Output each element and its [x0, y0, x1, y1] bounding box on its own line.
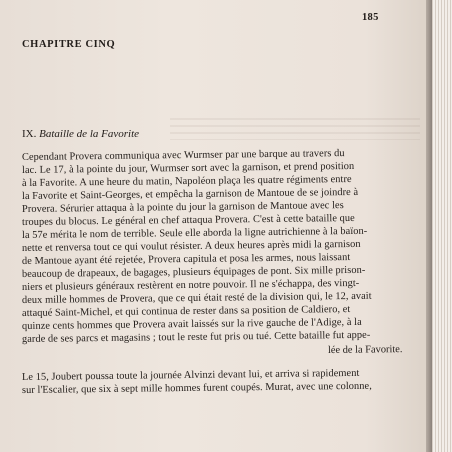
paragraph-1-line: quinze cents hommes que Provera avait laissés sur la rive gauche de l'Adige, à la	[21, 316, 362, 332]
paragraph-1-line: troupes du blocus. Le général en chef attaqua Provera. C'est à cette bataille que	[21, 212, 355, 228]
paragraph-1-line: la 57e mérita le nom de terrible. Seule elle aborda la ligne autrichienne à la baïon-	[21, 225, 368, 241]
section-number: IX.	[22, 128, 37, 140]
paragraph-1-line: à la Favorite. A une heure du matin, Napoléon plaça les quatre régiments entre	[21, 173, 352, 189]
paragraph-1-line: la Favorite et Saint-Georges, et empêcha la garnison de Mantoue de se joindre à	[21, 186, 359, 202]
ink-bleed-through	[170, 118, 420, 140]
section-title: Bataille de la Favorite	[39, 128, 140, 140]
paragraph-1-line: niers et plusieurs généraux restèrent en notre pouvoir. Il ne s'échappa, des vingt-	[21, 277, 360, 293]
page-stack-edges	[432, 0, 452, 452]
paragraph-1-line: Provera. Sérurier attaqua à la pointe du jour la garnison de Mantoue avec les	[21, 200, 344, 215]
paragraph-1-line: garde de ses parcs et magasins ; tout le reste fut pris ou tué. Cette bataille fut appe-	[21, 329, 371, 345]
paragraph-1-line: lac. Le 17, à la pointe du jour, Wurmser sort avec la garnison, et prend position	[21, 160, 355, 176]
paragraph-1-line: attaqué Saint-Michel, et qui continua de rester dans sa position de Caldiero, et	[21, 303, 351, 319]
paragraph-1-line: Cependant Provera communiqua avec Wurmser par une barque au travers du	[21, 148, 345, 163]
paragraph-2-line: sur l'Escalier, que six à sept mille hommes furent coupés. Murat, avec une colonne,	[21, 380, 372, 396]
section-heading	[22, 128, 139, 140]
page-number: 185	[362, 12, 379, 23]
paragraph-1-line: nette et renversa tout ce qui voulut résister. A deux heures après midi la garnison	[21, 238, 361, 254]
paragraph-1-line: deux mille hommes de Provera, que ce qui était resté de la division qui, le 12, avait	[21, 290, 372, 306]
running-head: CHAPITRE CINQ	[22, 39, 116, 50]
paragraph-2-line: Le 15, Joubert poussa toute la journée Alvinzi devant lui, et arriva si rapidement	[21, 367, 360, 383]
paragraph-1-line: beaucoup de drapeaux, de bagages, plusieurs équipages de pont. Six mille prison-	[21, 264, 366, 280]
paragraph-1-last-line: lée de la Favorite.	[327, 344, 403, 356]
paragraph-1-line: de Mantoue ayant été rejetée, Provera capitula et posa les armes, nous laissant	[21, 251, 351, 267]
